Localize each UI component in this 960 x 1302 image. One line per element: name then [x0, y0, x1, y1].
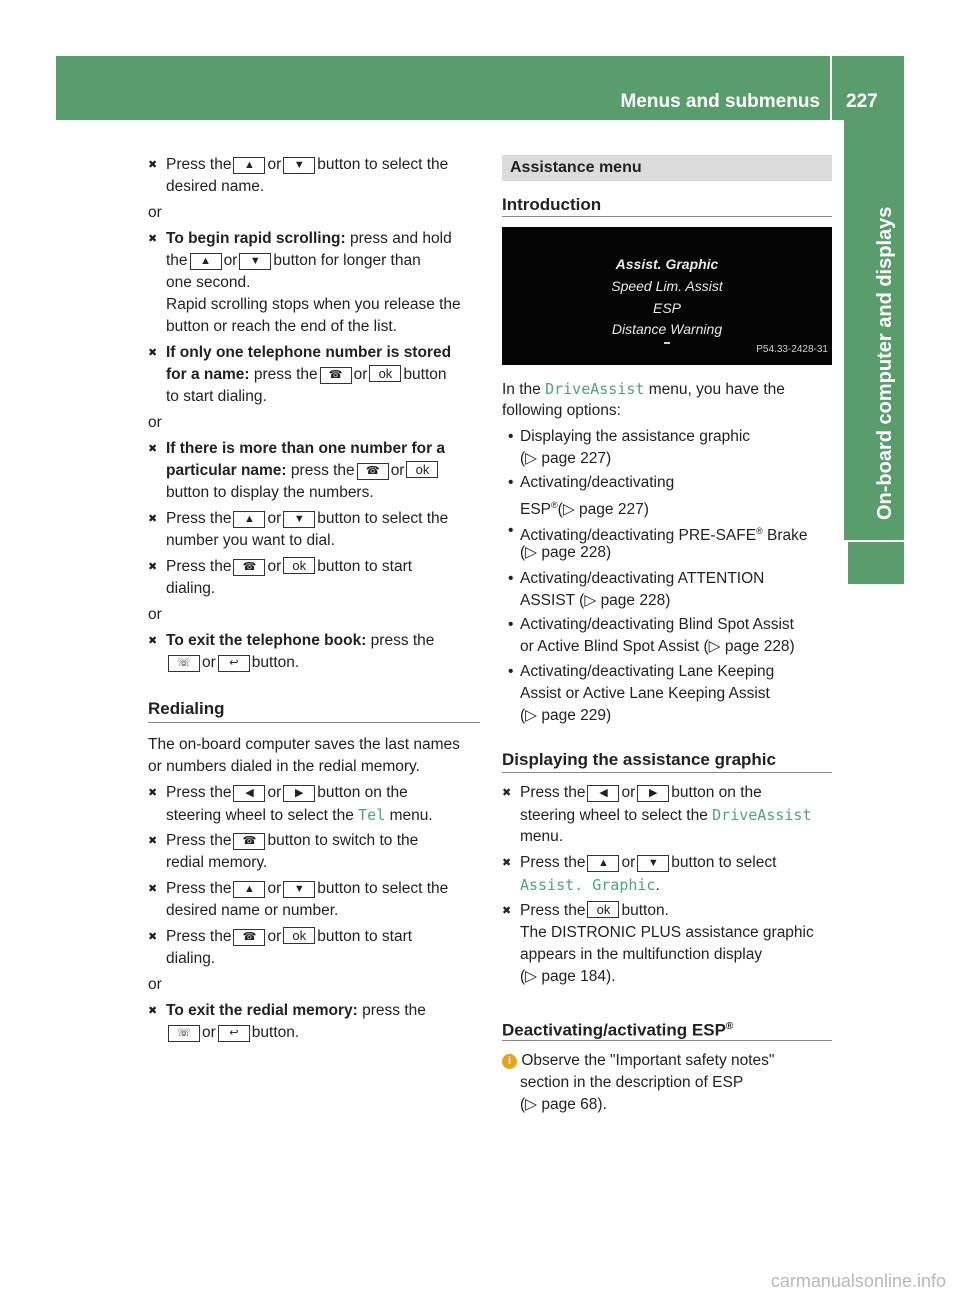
text-line: ☏ or ↩ button.: [166, 1022, 299, 1044]
text-line: particular name: press the ☎ or ok: [166, 460, 440, 482]
section-heading: Introduction: [502, 195, 602, 214]
section-heading: Redialing: [148, 699, 225, 718]
or-label: or: [148, 204, 162, 221]
left-button-icon: ◀: [587, 785, 619, 802]
text-line: redial memory.: [166, 854, 268, 871]
screen-menu-item: Assist. Graphic: [615, 256, 719, 272]
side-tab-label: On-board computer and displays: [874, 206, 896, 520]
step: ✖ To exit the redial memory: press the: [148, 1000, 426, 1022]
text-line: one second.: [166, 274, 251, 291]
text-line: (▷ page 184).: [520, 968, 616, 985]
heading-rule: [502, 216, 832, 217]
phone-icon: ☎: [320, 367, 352, 384]
screen-menu-item: ESP: [652, 300, 681, 316]
heading-rule: [502, 1040, 832, 1041]
arrow-icon: ✖: [148, 561, 158, 573]
left-button-icon: ◀: [233, 785, 265, 802]
text-line: ASSIST (▷ page 228): [520, 592, 671, 609]
step: ✖ To exit the telephone book: press the: [148, 630, 434, 652]
list-item: • Activating/deactivating ATTENTION: [508, 570, 765, 587]
end-call-icon: ☏: [168, 655, 200, 672]
right-button-icon: ▶: [637, 785, 669, 802]
step: ✖ Press the ◀ or ▶ button on the: [502, 782, 762, 804]
image-code: P54.33-2428-31: [756, 344, 828, 355]
step: ✖ If there is more than one number for a: [148, 438, 445, 460]
down-button-icon: ▼: [637, 855, 669, 872]
end-call-icon: ☏: [168, 1025, 200, 1042]
text-line: ESP®(▷ page 227): [520, 500, 649, 519]
phone-icon: ☎: [233, 559, 265, 576]
arrow-icon: ✖: [148, 883, 158, 895]
step: ✖ Press the ☎ or ok button to start: [148, 556, 412, 578]
arrow-icon: ✖: [148, 931, 158, 943]
text-line: for a name: press the ☎ or ok button: [166, 366, 447, 383]
section-heading: Deactivating/activating ESP®: [502, 1020, 734, 1040]
info-icon: i: [502, 1054, 517, 1069]
or-label: or: [148, 606, 162, 623]
up-button-icon: ▲: [233, 511, 265, 528]
arrow-icon: ✖: [502, 787, 512, 799]
step: ✖ Press the ☎ or ok button to start: [148, 926, 412, 948]
text-line: (▷ page 227): [520, 450, 612, 467]
step: ✖ Press the ▲ or ▼ button to select the: [148, 508, 448, 530]
phone-icon: ☎: [233, 929, 265, 946]
list-item: • Displaying the assistance graphic: [508, 428, 751, 445]
text-line: or Active Blind Spot Assist (▷ page 228): [520, 638, 795, 655]
arrow-icon: ✖: [148, 787, 158, 799]
right-button-icon: ▶: [283, 785, 315, 802]
arrow-icon: ✖: [502, 905, 512, 917]
up-button-icon: ▲: [233, 157, 265, 174]
text-line: dialing.: [166, 950, 216, 967]
up-button-icon: ▲: [233, 881, 265, 898]
down-button-icon: ▼: [239, 253, 271, 270]
text-line: (▷ page 68).: [520, 1096, 607, 1113]
step: ✖ To begin rapid scrolling: press and hold: [148, 228, 452, 250]
heading-rule: [148, 722, 480, 723]
list-item: • Activating/deactivating Blind Spot Assist: [508, 616, 794, 633]
text-line: steering wheel to select the DriveAssist: [520, 806, 812, 824]
heading-rule: [502, 772, 832, 773]
section-banner: [502, 155, 832, 181]
display-screenshot: [502, 227, 832, 365]
step: ✖ Press the ▲ or ▼ button to select: [502, 852, 776, 874]
text-line: or numbers dialed in the redial memory.: [148, 758, 420, 775]
banner-title: Assistance menu: [510, 159, 642, 176]
text-line: (▷ page 229): [520, 707, 612, 724]
down-button-icon: ▼: [283, 881, 315, 898]
header-divider: [830, 56, 832, 120]
step: ✖ If only one telephone number is stored: [148, 342, 451, 364]
step: ✖ Press the ▲ or ▼ button to select the: [148, 154, 448, 176]
ok-button-icon: ok: [369, 365, 401, 382]
up-button-icon: ▲: [190, 253, 222, 270]
arrow-icon: ✖: [148, 443, 158, 455]
text-line: following options:: [502, 402, 621, 419]
text-line: button to display the numbers.: [166, 484, 374, 501]
text-line: to start dialing.: [166, 388, 267, 405]
arrow-icon: ✖: [148, 347, 158, 359]
screen-menu-item: Distance Warning: [611, 321, 723, 337]
page-section-title: Menus and submenus: [620, 91, 820, 112]
ok-button-icon: ok: [283, 927, 315, 944]
watermark: carmanualsonline.info: [770, 1271, 946, 1291]
arrow-icon: ✖: [148, 513, 158, 525]
text-line: Assist or Active Lane Keeping Assist: [520, 685, 770, 702]
text-line: Assist. Graphic.: [520, 876, 660, 894]
arrow-icon: ✖: [148, 159, 158, 171]
back-icon: ↩: [218, 655, 250, 672]
down-button-icon: ▼: [283, 157, 315, 174]
phone-icon: ☎: [357, 463, 389, 480]
text-line: The DISTRONIC PLUS assistance graphic: [520, 924, 814, 941]
text-line: desired name or number.: [166, 902, 339, 919]
text-line: appears in the multifunction display: [520, 946, 763, 963]
text-line: Rapid scrolling stops when you release the: [166, 296, 461, 313]
section-heading: Displaying the assistance graphic: [502, 750, 776, 769]
text-line: The on-board computer saves the last names: [148, 736, 460, 753]
arrow-icon: ✖: [502, 857, 512, 869]
text-line: steering wheel to select the Tel menu.: [166, 806, 433, 824]
text-line: In the DriveAssist menu, you have the: [502, 380, 785, 398]
down-button-icon: ▼: [283, 511, 315, 528]
text-line: the ▲ or ▼ button for longer than: [166, 252, 421, 269]
ok-button-icon: ok: [406, 461, 438, 478]
text-line: desired name.: [166, 178, 265, 195]
screen-menu-item: Speed Lim. Assist: [611, 278, 723, 294]
or-label: or: [148, 414, 162, 431]
list-item: • Activating/deactivating: [508, 474, 675, 491]
text-line: number you want to dial.: [166, 532, 335, 549]
side-tab-block: [848, 542, 904, 584]
list-item: • Activating/deactivating PRE-SAFE® Brake: [508, 522, 808, 545]
page-number: 227: [846, 91, 878, 112]
arrow-icon: ✖: [148, 233, 158, 245]
list-item: • Activating/deactivating Lane Keeping: [508, 663, 775, 680]
ok-button-icon: ok: [283, 557, 315, 574]
ok-button-icon: ok: [587, 901, 619, 918]
text-line: section in the description of ESP: [520, 1074, 744, 1091]
note: i Observe the "Important safety notes": [502, 1050, 774, 1072]
phone-icon: ☎: [233, 833, 265, 850]
back-icon: ↩: [218, 1025, 250, 1042]
arrow-icon: ✖: [148, 835, 158, 847]
step: ✖ Press the ok button.: [502, 900, 669, 922]
up-button-icon: ▲: [587, 855, 619, 872]
text-line: button or reach the end of the list.: [166, 318, 397, 335]
step: ✖ Press the ▲ or ▼ button to select the: [148, 878, 448, 900]
or-label: or: [148, 976, 162, 993]
arrow-icon: ✖: [148, 1005, 158, 1017]
arrow-icon: ✖: [148, 635, 158, 647]
text-line: menu.: [520, 828, 564, 845]
text-line: ☏ or ↩ button.: [166, 652, 299, 674]
step: ✖ Press the ☎ button to switch to the: [148, 830, 418, 852]
text-line: dialing.: [166, 580, 216, 597]
text-line: (▷ page 228): [520, 544, 612, 561]
step: ✖ Press the ◀ or ▶ button on the: [148, 782, 408, 804]
scroll-indicator: [664, 342, 670, 344]
